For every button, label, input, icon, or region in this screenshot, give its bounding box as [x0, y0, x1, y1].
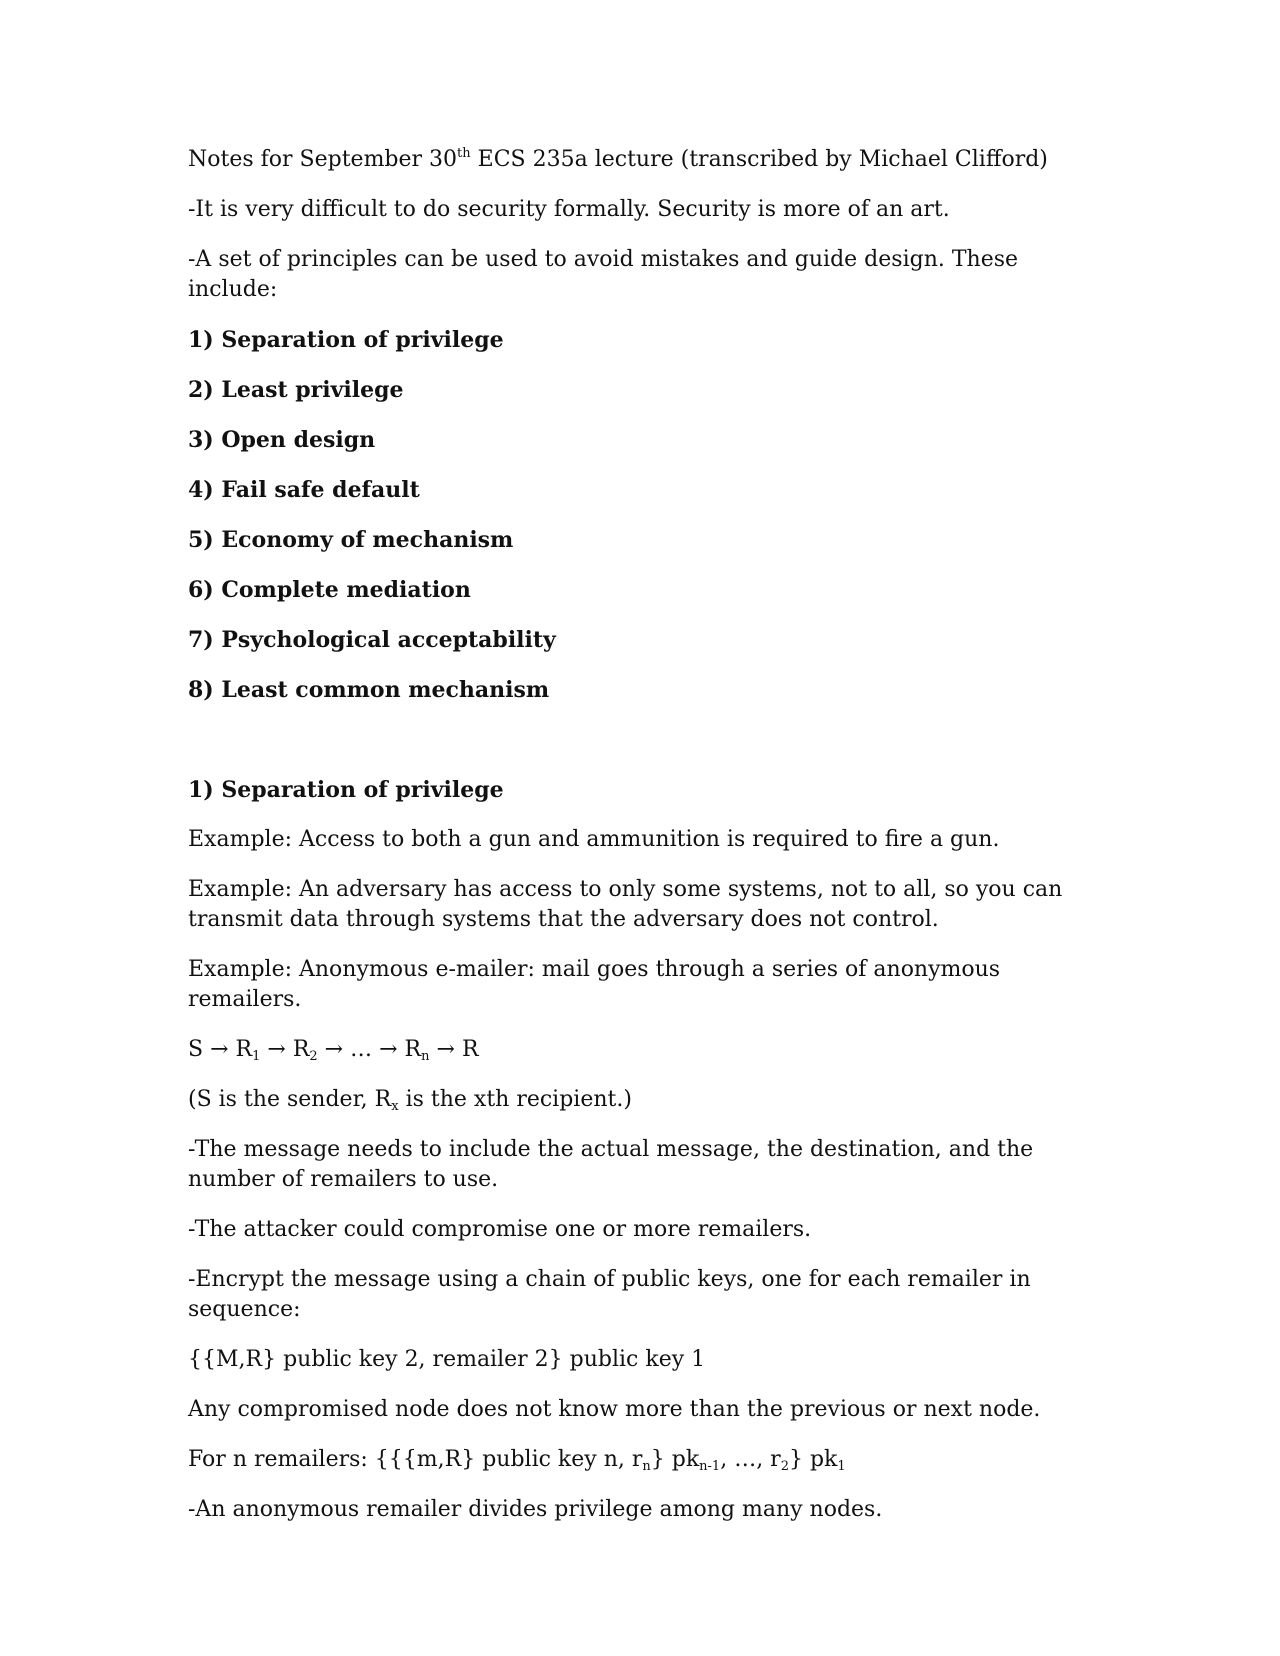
document-page	[188, 145, 1088, 1545]
principle-item: 6) Complete mediation	[188, 577, 471, 603]
principle-item: 1) Separation of privilege	[188, 327, 504, 353]
principle-item: 7) Psychological acceptability	[188, 627, 556, 653]
note-encrypt: -Encrypt the message using a chain of public keys, one for each remailer in sequence:	[188, 1267, 1031, 1322]
document-title: Notes for September 30th ECS 235a lecture (transcribed by Michael Clifford)	[188, 146, 1048, 172]
example-gun: Example: Access to both a gun and ammunition is required to fire a gun.	[188, 827, 1000, 852]
note-compromised-node: Any compromised node does not know more than the previous or next node.	[188, 1397, 1041, 1422]
example-adversary: Example: An adversary has access to only some systems, not to all, so you can transmit data through systems that the adversary does not control.	[188, 877, 1063, 932]
intro-line-2: -A set of principles can be used to avoid mistakes and guide design. These include:	[188, 247, 1019, 302]
note-divides-privilege: -An anonymous remailer divides privilege among many nodes.	[188, 1497, 883, 1522]
note-attacker: -The attacker could compromise one or more remailers.	[188, 1217, 812, 1242]
example-remailer: Example: Anonymous e-mailer: mail goes through a series of anonymous remailers.	[188, 957, 1001, 1012]
principle-item: 5) Economy of mechanism	[188, 527, 514, 553]
note-message-contents: -The message needs to include the actual message, the destination, and the number of remailers to use.	[188, 1137, 1034, 1192]
chain-legend: (S is the sender, $R_x$ is the xth recipient.)	[188, 1087, 632, 1114]
formula-two-remailers: {{M,R} public key 2, remailer 2} public key 1	[188, 1347, 706, 1372]
formula-n-remailers: For n remailers: {{{m,R} public key n, $r_n$} $pk_{n-1}$, …, $r_2$} $pk_1$	[188, 1447, 846, 1474]
remailer-chain: $S \to R_1 \to R_2$ → … → $R_n \to R$	[188, 1037, 479, 1064]
principle-item: 8) Least common mechanism	[188, 677, 550, 703]
section-spacer	[188, 725, 1088, 775]
section-heading: 1) Separation of privilege	[188, 777, 504, 803]
principle-item: 2) Least privilege	[188, 377, 404, 403]
principle-item: 3) Open design	[188, 427, 376, 453]
principle-item: 4) Fail safe default	[188, 477, 420, 503]
intro-line-1: -It is very difficult to do security formally. Security is more of an art.	[188, 197, 950, 222]
